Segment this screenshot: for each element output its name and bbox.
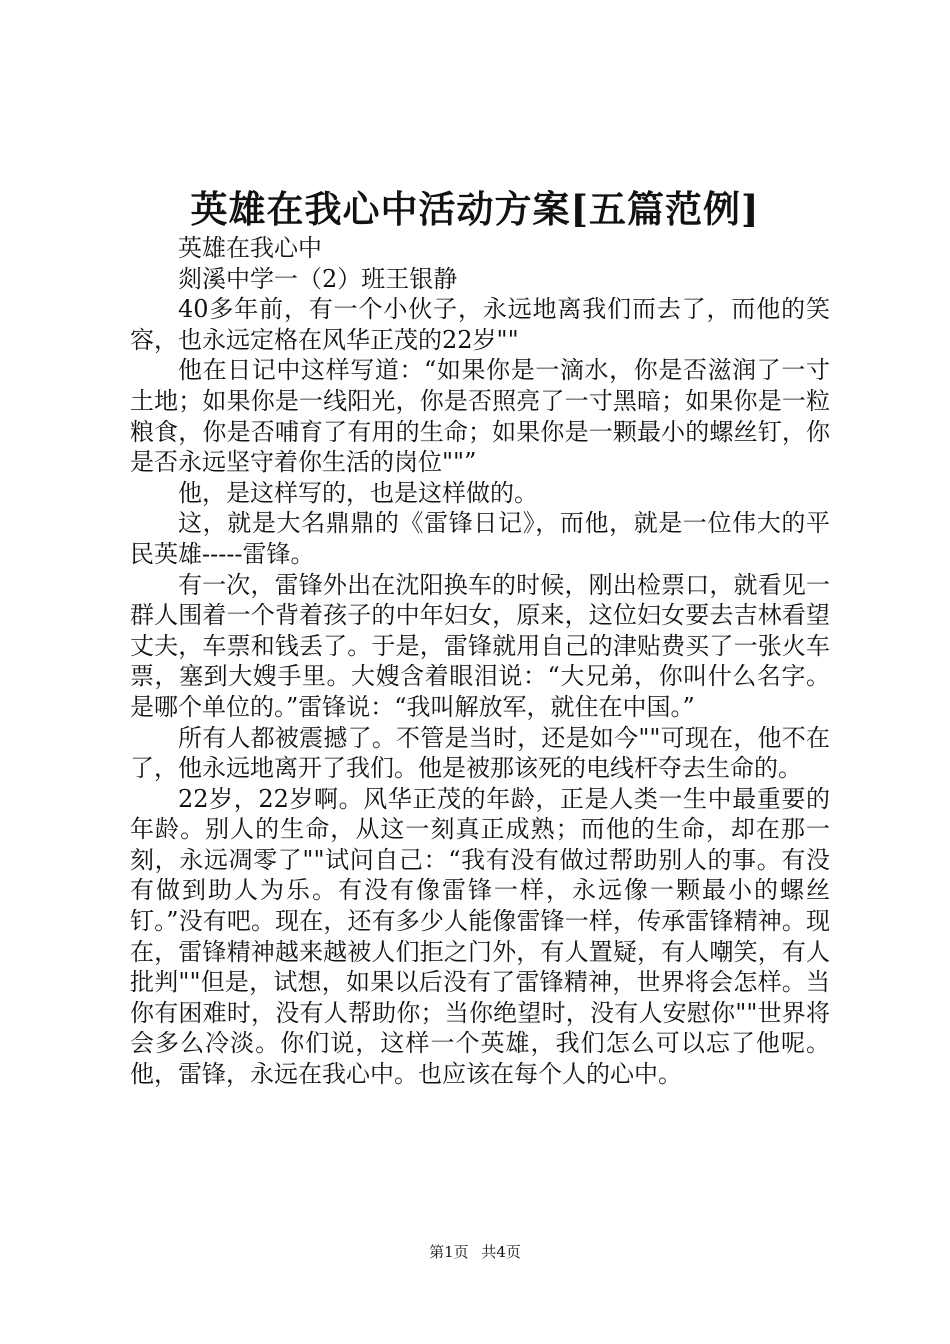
page-footer xyxy=(0,1240,950,1264)
document-body xyxy=(130,233,830,1090)
paragraph: 所有人都被震撼了。不管是当时，还是如今""可现在，他不在了，他永远地离开了我们。他是被那该死的电线杆夺去生命的。 xyxy=(130,723,830,783)
paragraph: 他，是这样写的，也是这样做的。 xyxy=(178,478,538,507)
paragraph: 40多年前，有一个小伙子，永远地离我们而去了，而他的笑容，也永远定格在风华正茂的22岁"" xyxy=(130,295,830,354)
document-title: 英雄在我心中活动方案[五篇范例] xyxy=(190,187,760,231)
paragraph: 他在日记中这样写道：“如果你是一滴水，你是否滋润了一寸土地；如果你是一线阳光，你是否照亮了一寸黑暗；如果你是一粒粮食，你是否哺育了有用的生命；如果你是一颗最小的螺丝钉，你是否永远坚守着你生活的岗位""” xyxy=(130,356,830,477)
paragraph: 有一次，雷锋外出在沈阳换车的时候，刚出检票口，就看见一群人围着一个背着孩子的中年妇女，原来，这位妇女要去吉林看望丈夫，车票和钱丢了。于是，雷锋就用自己的津贴费买了一张火车票，塞到大嫂手里。大嫂含着眼泪说：“大兄弟，你叫什么名字。是哪个单位的。”雷锋说：“我叫解放军，就住在中国。” xyxy=(130,570,830,721)
author-line: 剡溪中学一（2）班王银静 xyxy=(178,264,458,293)
paragraph: 这，就是大名鼎鼎的《雷锋日记》，而他，就是一位伟大的平民英雄-----雷锋。 xyxy=(130,509,830,568)
page-number: 第1页 xyxy=(429,1243,469,1261)
essay-heading: 英雄在我心中 xyxy=(178,234,322,262)
paragraph: 22岁，22岁啊。风华正茂的年龄，正是人类一生中最重要的年龄。别人的生命，从这一刻真正成熟；而他的生命，却在那一刻，永远凋零了""试问自己：“我有没有做过帮助别人的事。有没有做到助人为乐。有没有像雷锋一样，永远像一颗最小的螺丝钉。”没有吧。现在，还有多少人能像雷锋一样，传承雷锋精神。现在，雷锋精神越来越被人们拒之门外，有人置疑，有人嘲笑，有人批判""但是，试想，如果以后没有了雷锋精神，世界将会怎样。当你有困难时，没有人帮助你；当你绝望时，没有人安慰你""世界将会多么冷淡。你们说，这样一个英雄，我们怎么可以忘了他呢。他，雷锋，永远在我心中。也应该在每个人的心中。 xyxy=(130,784,830,1089)
page-total: 共4页 xyxy=(481,1243,521,1261)
